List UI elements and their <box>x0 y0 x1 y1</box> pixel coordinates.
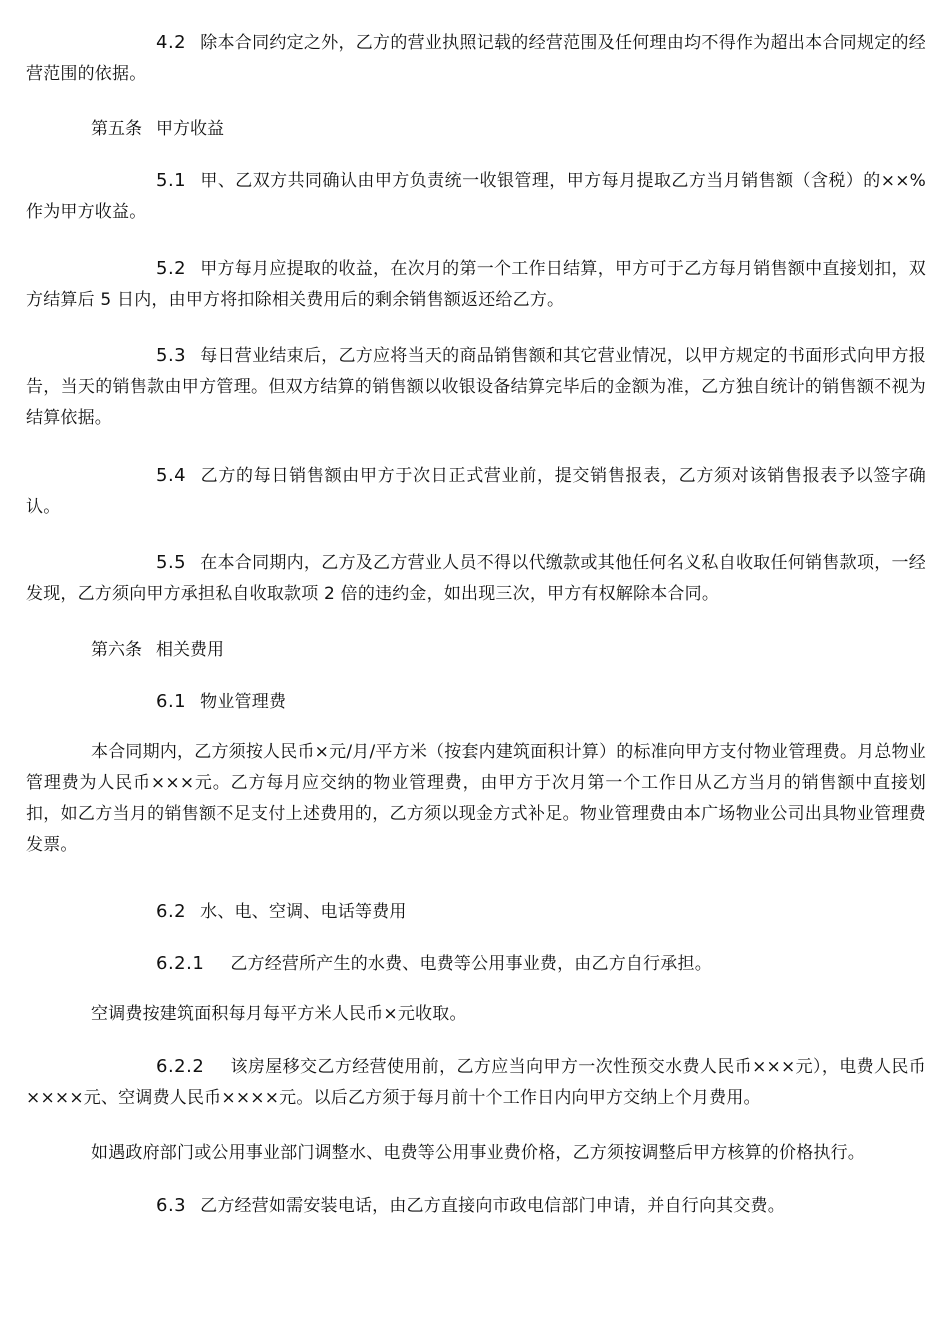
clause-text: 水、电、空调、电话等费用 <box>200 902 407 922</box>
clause-number: 6.2 <box>156 901 187 922</box>
clause-6-2-2 <box>26 1051 926 1114</box>
aircon-fee-paragraph <box>26 999 926 1030</box>
clause-text: 甲方每月应提取的收益，在次月的第一个工作日结算，甲方可于乙方每月销售额中直接划扣，双方结算后 5 日内，由甲方将扣除相关费用后的剩余销售额返还给乙方。 <box>26 259 926 310</box>
clause-5-4 <box>26 460 926 523</box>
clause-number: 6.3 <box>156 1195 187 1216</box>
clause-6-3 <box>26 1190 926 1222</box>
clause-number: 5.3 <box>156 345 187 366</box>
clause-4-2 <box>26 27 926 90</box>
clause-6-2-1 <box>26 948 926 980</box>
clause-number: 5.5 <box>156 552 187 573</box>
clause-6-2 <box>26 896 926 928</box>
clause-5-2 <box>26 253 926 316</box>
clause-text: 在本合同期内，乙方及乙方营业人员不得以代缴款或其他任何名义私自收取任何销售款项，一经发现，乙方须向甲方承担私自收取款项 2 倍的违约金，如出现三次，甲方有权解除本合同。 <box>26 553 926 604</box>
article-5-heading <box>91 114 224 145</box>
clause-text: 乙方的每日销售额由甲方于次日正式营业前，提交销售报表，乙方须对该销售报表予以签字确认。 <box>26 466 926 517</box>
clause-number: 6.2.1 <box>156 953 205 974</box>
clause-number: 6.2.2 <box>156 1056 205 1077</box>
article-title: 甲方收益 <box>156 119 224 139</box>
article-6-heading <box>91 635 224 666</box>
clause-text: 乙方经营所产生的水费、电费等公用事业费，由乙方自行承担。 <box>230 954 712 974</box>
clause-number: 5.2 <box>156 258 187 279</box>
government-adjustment-paragraph <box>26 1138 926 1169</box>
clause-text: 该房屋移交乙方经营使用前，乙方应当向甲方一次性预交水费人民币×××元），电费人民币××××元、空调费人民币××××元。以后乙方须于每月前十个工作日内向甲方交纳上个月费用。 <box>26 1057 926 1108</box>
clause-5-3 <box>26 340 926 434</box>
article-label: 第六条 <box>91 640 142 660</box>
article-title: 相关费用 <box>156 640 224 660</box>
clause-text: 空调费按建筑面积每月每平方米人民币×元收取。 <box>91 1004 467 1024</box>
clause-text: 乙方经营如需安装电话，由乙方直接向市政电信部门申请，并自行向其交费。 <box>200 1196 785 1216</box>
clause-6-1 <box>26 686 926 718</box>
clause-number: 5.4 <box>156 465 187 486</box>
clause-text: 每日营业结束后，乙方应将当天的商品销售额和其它营业情况，以甲方规定的书面形式向甲方报告，当天的销售款由甲方管理。但双方结算的销售额以收银设备结算完毕后的金额为准，乙方独自统计的销售额不视为结算依据。 <box>26 346 926 428</box>
clause-text: 甲、乙双方共同确认由甲方负责统一收银管理，甲方每月提取乙方当月销售额（含税）的××%作为甲方收益。 <box>26 171 926 222</box>
clause-text: 除本合同约定之外，乙方的营业执照记载的经营范围及任何理由均不得作为超出本合同规定的经营范围的依据。 <box>26 33 926 84</box>
clause-number: 6.1 <box>156 691 187 712</box>
clause-6-1-body <box>26 737 926 861</box>
clause-text: 物业管理费 <box>200 692 287 712</box>
article-label: 第五条 <box>91 119 142 139</box>
clause-5-5 <box>26 547 926 610</box>
clause-text: 如遇政府部门或公用事业部门调整水、电费等公用事业费价格，乙方须按调整后甲方核算的价格执行。 <box>91 1143 865 1163</box>
clause-number: 5.1 <box>156 170 187 191</box>
clause-number: 4.2 <box>156 32 187 53</box>
clause-5-1 <box>26 165 926 228</box>
clause-text: 本合同期内，乙方须按人民币×元/月/平方米（按套内建筑面积计算）的标准向甲方支付物业管理费。月总物业管理费为人民币×××元。乙方每月应交纳的物业管理费，由甲方于次月第一个工作日从乙方当月的销售额中直接划扣，如乙方当月的销售额不足支付上述费用的，乙方须以现金方式补足。物业管理费由本广场物业公司出具物业管理费发票。 <box>26 742 926 855</box>
